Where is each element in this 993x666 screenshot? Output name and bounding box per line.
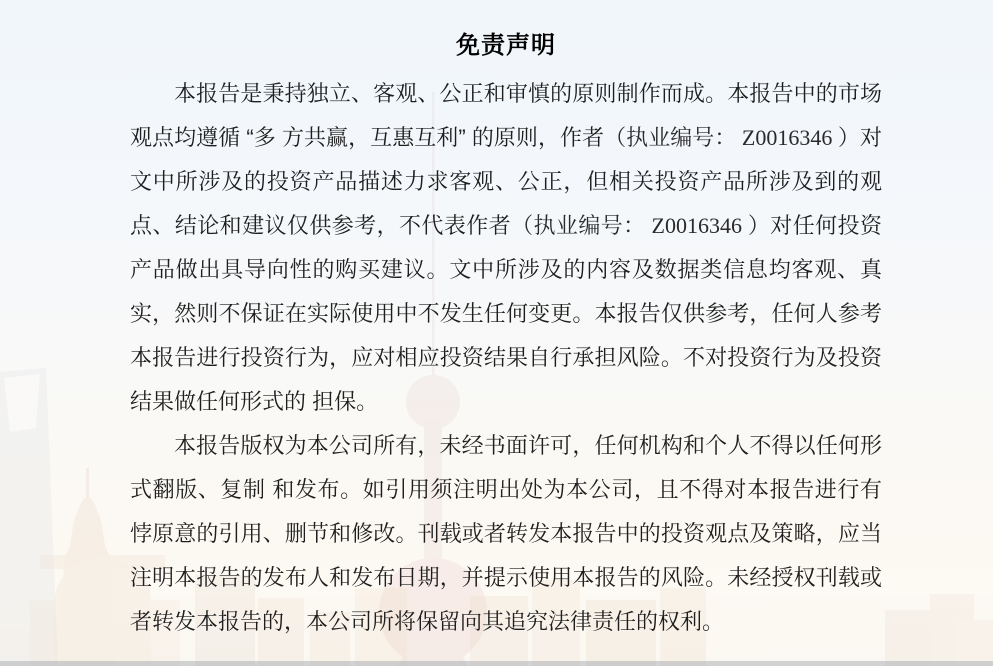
disclaimer-paragraph (130, 424, 882, 644)
license-number: （执业编号： Z0016346 ） (511, 213, 771, 238)
disclaimer-body (130, 72, 882, 644)
page-title: 免责声明 (456, 32, 556, 59)
disclaimer-paragraph (130, 72, 882, 424)
paragraph-text: 对文中所涉及的投资产品描述力求客观、公正，但相关投资产品所涉及到的观点、结论和建议仅供参考，不代表作者 (130, 125, 882, 238)
disclaimer-content (130, 0, 882, 644)
paragraph-text: 对任何投资产品做出具导向性的购买建议。文中所涉及的内容及数据类信息均客观、真实，然则不保证在实际使用中不发生任何变更。本报告仅供参考，任何人参考本报告进行投资行为，应对相应投资结果自行承担风险。不对投资行为及投资结果做任何形式的 担保。 (130, 213, 882, 414)
license-number: （执业编号： Z0016346 ） (604, 125, 860, 150)
paragraph-text: 本报告是秉持独立、客观、公正和审慎的原则制作而成。本报告中的市场观点均遵循 “多 方共赢，互惠互利” 的原则，作者 (130, 81, 882, 150)
waterline-strip (0, 661, 993, 666)
paragraph-text: 本报告版权为本公司所有，未经书面许可，任何机构和个人不得以任何形式翻版、复制 和发布。如引用须注明出处为本公司，且不得对本报告进行有悖原意的引用、删节和修改。刊载或者转发本报告中的投资观点及策略，应当注明本报告的发布人和发布日期，并提示使用本报告的风险。未经授权刊载或者转发本报告的，本公司所将保留向其追究法律责任的权利。 (130, 433, 882, 634)
swfc-building-icon (0, 368, 58, 666)
